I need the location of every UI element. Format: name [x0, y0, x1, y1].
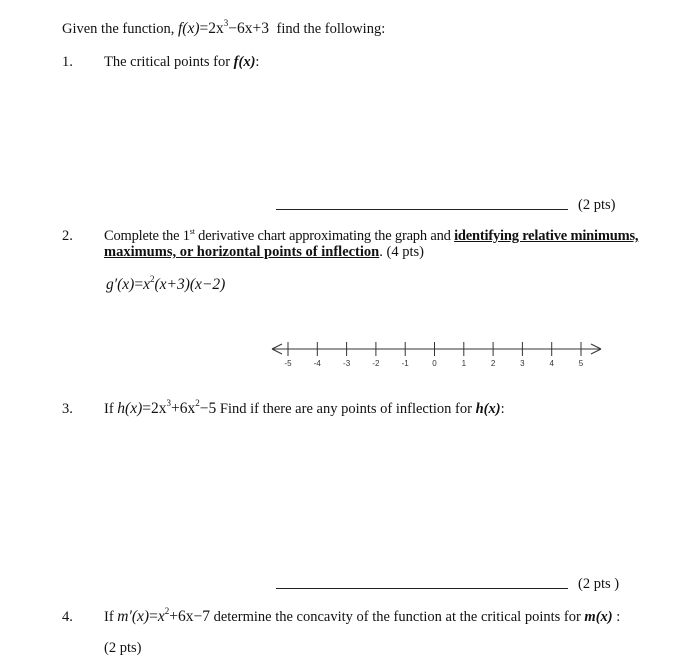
number-line-left-arrow [272, 344, 282, 349]
number-line[interactable] [270, 338, 620, 372]
intro-given: Given the function, [62, 21, 175, 37]
q2-text-line2: maximums, or horizontal points of inflection. (4 pts) [104, 244, 424, 260]
q1-text: The critical points for f(x): [104, 54, 260, 70]
q3-number: 3. [62, 401, 73, 417]
number-line-tick-label: -5 [284, 359, 292, 368]
q1-number: 1. [62, 54, 73, 70]
q3-answer-line[interactable] [276, 588, 568, 589]
number-line-left-arrow [272, 349, 282, 354]
intro-line [62, 20, 385, 38]
q2-derivative-equation: $g'(x)=x^2(x+3)(x-2)$ [106, 274, 226, 293]
number-line-tick-label: -3 [343, 359, 351, 368]
q2-number: 2. [62, 228, 73, 244]
number-line-tick-label: 1 [461, 359, 467, 368]
number-line-tick-label: 4 [549, 359, 554, 368]
number-line-tick-label: 2 [490, 359, 496, 368]
number-line-tick-label: -2 [372, 359, 380, 368]
number-line-tick-label: 5 [578, 359, 584, 368]
number-line-right-arrow [591, 344, 601, 349]
number-line-tick-label: -1 [401, 359, 409, 368]
function-m: $m'(x)=x^2+6x-7$ [117, 606, 210, 625]
number-line-tick-label: 3 [520, 359, 525, 368]
q4-text: If $m'(x)=x^2+6x-7$ determine the concavity of the function at the critical points for m(x) : [104, 606, 621, 625]
intro-tail: find the following: [276, 21, 386, 37]
number-line-tick-label: -4 [313, 359, 321, 368]
q1-points: (2 pts) [578, 197, 616, 213]
number-line-tick-label: 0 [432, 359, 437, 368]
number-line-right-arrow [591, 349, 601, 354]
q4-number: 4. [62, 609, 73, 625]
function-h: $h(x)=2x^3+6x^2-5$ [117, 398, 217, 417]
q4-points: (2 pts) [104, 640, 142, 656]
q1-answer-line[interactable] [276, 209, 568, 210]
q3-points: (2 pts ) [578, 576, 620, 592]
q3-text: If $h(x)=2x^3+6x^2-5$ Find if there are any points of inflection for h(x): [104, 398, 505, 417]
function-f: $f(x)=2x^3-6x+3$ [177, 18, 269, 37]
q2-text-line1: Complete the 1st derivative chart approximating the graph and identifying relative minimums, [104, 227, 639, 244]
